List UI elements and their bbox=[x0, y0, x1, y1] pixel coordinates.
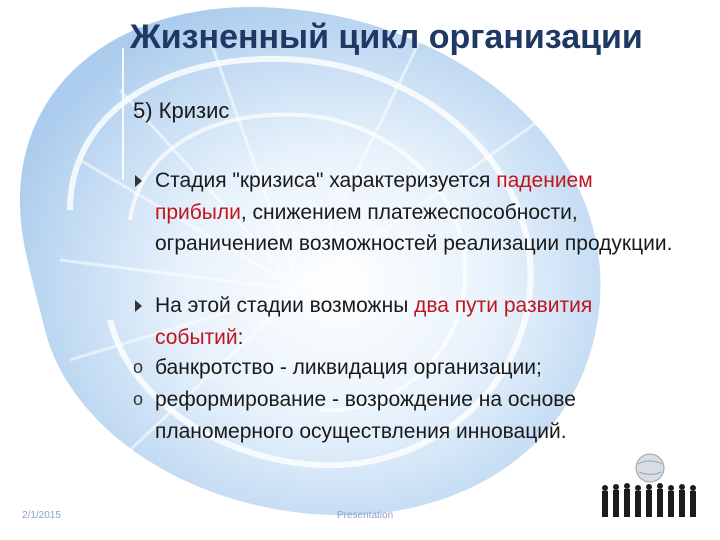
footer-date: 2/1/2015 bbox=[22, 510, 61, 521]
sub-bullet-reform bbox=[133, 384, 675, 447]
slide-title: Жизненный цикл организации bbox=[130, 18, 643, 56]
slide-subtitle: 5) Кризис bbox=[133, 98, 230, 123]
triangle-right-icon bbox=[135, 175, 142, 187]
bullet-crisis-description bbox=[155, 165, 675, 260]
bullet-development-paths bbox=[155, 290, 675, 353]
triangle-right-icon bbox=[135, 300, 142, 312]
bullet-text: , снижением платежеспособности, ограничением возможностей реализации продукции. bbox=[155, 200, 673, 255]
sub-bullet-bankruptcy bbox=[133, 352, 675, 384]
bullet-text: На этой стадии возможны bbox=[155, 294, 415, 317]
circle-outline-icon: o bbox=[133, 389, 144, 409]
bullet-text: банкротство - ликвидация организации; bbox=[155, 356, 542, 379]
highlight-text: падением прибыли bbox=[155, 169, 593, 224]
bullet-text: : bbox=[237, 325, 244, 349]
circle-outline-icon: o bbox=[133, 357, 144, 377]
highlight-text: два пути развития событий bbox=[155, 294, 593, 349]
business-people-globe-icon bbox=[595, 452, 705, 522]
bullet-text: реформирование - возрождение на основе планомерного осуществления инноваций. bbox=[155, 388, 576, 443]
footer-presentation: Presentation bbox=[337, 510, 394, 521]
bullet-text: Стадия "кризиса" характеризуется bbox=[155, 169, 497, 192]
